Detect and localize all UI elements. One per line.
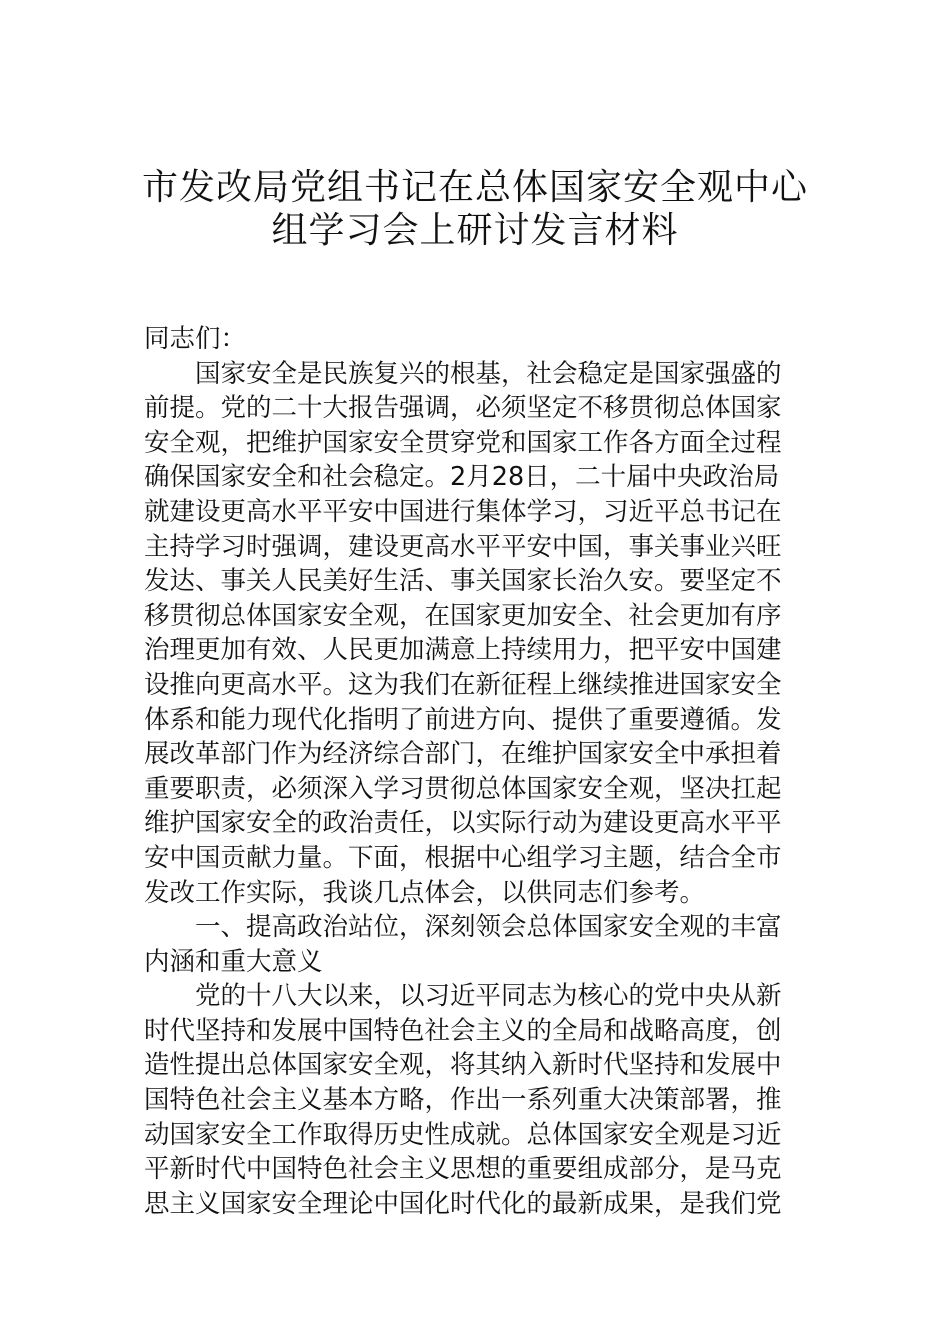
document-title-line-2: 组学习会上研讨发言材料 (271, 210, 679, 251)
body-line: 重要职责，必须深入学习贯彻总体国家安全观，坚决扛起 (144, 773, 782, 804)
body-line: 国特色社会主义基本方略，作出一系列重大决策部署，推 (144, 1085, 782, 1116)
body-line: 就建设更高水平平安中国进行集体学习，习近平总书记在 (144, 496, 782, 527)
body-line: 国家安全是民族复兴的根基，社会稳定是国家强盛的 (144, 358, 782, 389)
body-line: 安全观，把维护国家安全贯穿党和国家工作各方面全过程 (144, 427, 782, 458)
body-line: 维护国家安全的政治责任，以实际行动为建设更高水平平 (144, 808, 782, 839)
body-line: 造性提出总体国家安全观，将其纳入新时代坚持和发展中 (144, 1050, 782, 1081)
body-line: 党的十八大以来，以习近平同志为核心的党中央从新 (144, 981, 782, 1012)
body-line: 平新时代中国特色社会主义思想的重要组成部分，是马克 (144, 1154, 782, 1185)
body-line: 确保国家安全和社会稳定。2月28日，二十届中央政治局 (144, 462, 780, 493)
document-title-line-1: 市发改局党组书记在总体国家安全观中心 (141, 167, 808, 208)
body-line: 展改革部门作为经济综合部门，在维护国家安全中承担着 (144, 739, 782, 770)
document-body (144, 322, 806, 1221)
body-line: 思主义国家安全理论中国化时代化的最新成果，是我们党 (144, 1188, 782, 1219)
body-line: 移贯彻总体国家安全观，在国家更加安全、社会更加有序 (144, 600, 782, 631)
body-line: 动国家安全工作取得历史性成就。总体国家安全观是习近 (144, 1119, 782, 1150)
body-line: 时代坚持和发展中国特色社会主义的全局和战略高度，创 (144, 1015, 782, 1046)
body-line: 主持学习时强调，建设更高水平平安中国，事关事业兴旺 (144, 531, 782, 562)
body-line: 设推向更高水平。这为我们在新征程上继续推进国家安全 (144, 669, 782, 700)
body-line: 发达、事关人民美好生活、事关国家长治久安。要坚定不 (144, 566, 782, 597)
body-line: 体系和能力现代化指明了前进方向、提供了重要遵循。发 (144, 704, 782, 735)
body-line: 安中国贡献力量。下面，根据中心组学习主题，结合全市 (144, 842, 782, 873)
body-line: 发改工作实际，我谈几点体会，以供同志们参考。 (144, 877, 706, 908)
salutation: 同志们： (144, 324, 247, 354)
body-line: 前提。党的二十大报告强调，必须坚定不移贯彻总体国家 (144, 393, 782, 424)
section-heading-line: 内涵和重大意义 (144, 946, 323, 977)
section-heading-line: 一、提高政治站位，深刻领会总体国家安全观的丰富 (144, 912, 782, 943)
body-line: 治理更加有效、人民更加满意上持续用力，把平安中国建 (144, 635, 782, 666)
